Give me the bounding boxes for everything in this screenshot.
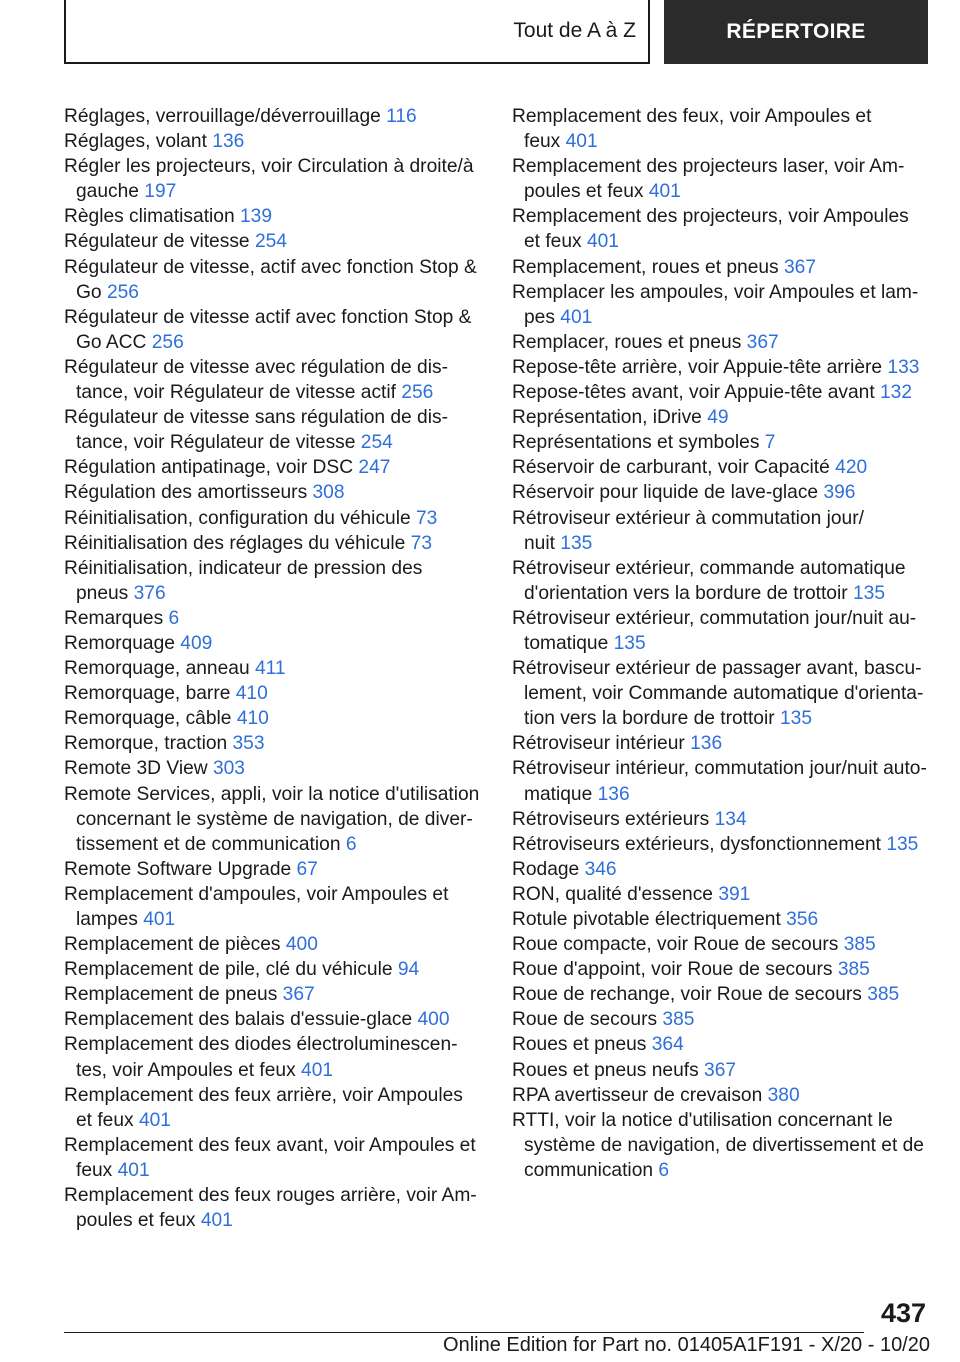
page-link[interactable]: 400 [417,1009,450,1031]
index-entry-text: tion vers la bordure de trottoir [524,708,775,730]
index-entry-text: Régulateur de vitesse [64,231,250,253]
page-link[interactable]: 6 [658,1159,670,1181]
page-link[interactable]: 401 [565,131,598,153]
index-entry-text: Rétroviseurs extérieurs [512,808,710,830]
index-entry [512,1032,928,1057]
index-entry [64,882,478,932]
tab-tout-de-a-a-z[interactable] [64,0,650,64]
index-entry [64,355,478,405]
page-link[interactable]: 6 [168,607,180,629]
page-link[interactable]: 367 [746,331,779,353]
page-link[interactable]: 401 [301,1059,334,1081]
index-entry-text: Règles climatisation [64,206,235,228]
page-link[interactable]: 256 [151,331,184,353]
page-link[interactable]: 247 [358,457,391,479]
index-entry [64,982,478,1007]
index-entry-text: Régulateur de vitesse, actif avec fonction Stop & [64,256,477,278]
index-entry [512,204,928,254]
index-entry [512,1108,928,1183]
page-link[interactable]: 385 [837,959,870,981]
page-link[interactable]: 136 [690,733,723,755]
index-entry-text: Remorquage [64,632,175,654]
index-entry-text: Réglages, volant [64,131,207,153]
page-link[interactable]: 133 [887,356,920,378]
page-link[interactable]: 396 [823,482,856,504]
page-link[interactable]: 136 [212,131,245,153]
index-entry-text: tance, voir Régulateur de vitesse actif [76,382,396,404]
page-link[interactable]: 401 [138,1109,171,1131]
index-entry [512,1058,928,1083]
index-entry-text: Remplacement des feux rouges arrière, voir Am- [64,1185,477,1207]
page-link[interactable]: 139 [239,206,272,228]
index-entry [64,1183,478,1233]
index-entry-text: RTTI, voir la notice d'utilisation concernant le [512,1109,893,1131]
page-link[interactable]: 116 [386,106,417,127]
index-entry-text: Régulateur de vitesse actif avec fonction Stop & [64,306,472,328]
page-link[interactable]: 73 [410,532,433,554]
index-entry-text: Rétroviseur extérieur à commutation jour/ [512,507,864,529]
page-link[interactable]: 197 [144,181,177,203]
index-entry-text: lement, voir Commande automatique d'orienta- [524,683,924,705]
index-entry-text: d'orientation vers la bordure de trottoir [524,582,848,604]
index-entry-text: Régulateur de vitesse avec régulation de dis- [64,356,448,378]
index-entry-text: tomatique [524,632,609,654]
index-entry-text: Réservoir pour liquide de lave-glace [512,482,819,504]
index-entry-text: Réinitialisation, configuration du véhicule [64,507,411,529]
page-link[interactable]: 73 [416,507,438,529]
page-link[interactable]: 367 [783,256,816,278]
page-link[interactable]: 256 [401,382,434,404]
index-entry [64,857,478,882]
index-entry-text: Roue de secours [512,1009,658,1031]
index-entry-text: tance, voir Régulateur de vitesse [76,432,356,454]
page-link[interactable]: 356 [786,909,819,930]
index-entry [64,782,478,857]
page-link[interactable]: 401 [143,909,176,930]
index-entry-text: Rétroviseur intérieur [512,733,685,755]
index-entry [64,556,478,606]
page-link[interactable]: 401 [200,1210,233,1232]
index-entry-text: Remote Software Upgrade [64,858,292,880]
index-entry-text: Roues et pneus neufs [512,1059,699,1081]
index-entry [512,104,928,154]
index-entry [64,1007,478,1032]
index-entry-text: Remplacer, roues et pneus [512,331,742,353]
index-entry-text: Régulation antipatinage, voir DSC [64,457,354,479]
index-entry-text: Remplacement des feux arrière, voir Ampoules [64,1084,463,1106]
page-link[interactable]: 410 [235,683,268,705]
page-link[interactable]: 385 [867,984,900,1006]
index-entry-text: Rétroviseurs extérieurs, dysfonctionnement [512,833,881,855]
index-entry-text: Rétroviseur extérieur, commutation jour/nuit au- [512,607,917,629]
index-entry-text: système de navigation, de divertissement et de [524,1134,924,1156]
footer-divider [64,1332,864,1333]
index-entry [512,982,928,1007]
index-entry [64,104,478,129]
index-entry [512,154,928,204]
page-link[interactable]: 94 [397,959,420,981]
index-entry [64,681,478,706]
tab-repertoire-label: RÉPERTOIRE [726,20,866,43]
index-entry-text: feux [524,131,561,153]
index-entry [64,154,478,204]
page-link[interactable]: 420 [835,457,868,479]
page-link[interactable]: 353 [232,733,265,755]
page-link[interactable]: 364 [651,1034,684,1056]
index-entry-text: gauche [76,181,139,203]
index-entry [512,756,928,806]
index-entry-text: Remplacement des projecteurs laser, voir Am- [512,156,905,178]
page-link[interactable]: 380 [767,1084,800,1106]
index-entry-text: concernant le système de navigation, de diver- [76,808,473,830]
index-entry-text: pneus [76,582,129,604]
index-entry [64,129,478,154]
index-entry-text: Remarques [64,607,164,629]
index-entry [512,330,928,355]
index-entry [64,1133,478,1183]
index-entry [64,204,478,229]
index-entry-text: Remplacement des feux avant, voir Ampoules et [64,1134,476,1156]
index-entry-text: Go ACC [76,331,147,353]
page-link[interactable]: 401 [586,231,619,253]
index-entry-text: Régulateur de vitesse sans régulation de dis- [64,407,448,429]
index-entry-text: Remorquage, barre [64,683,231,705]
index-entry [512,606,928,656]
index-entry [64,957,478,982]
index-entry-text: feux [76,1159,113,1181]
index-entry [64,455,478,480]
page-link[interactable]: 400 [285,934,318,956]
index-entry [512,355,928,380]
footer-edition-text: Online Edition for Part no. 01405A1F191 - X/20 - 10/20 [443,1334,930,1356]
index-entry-text: tes, voir Ampoules et feux [76,1059,296,1081]
index-entry [512,405,928,430]
page-link[interactable]: 254 [360,432,393,454]
index-entry [512,807,928,832]
index-entry [64,606,478,631]
index-entry [512,731,928,756]
index-entry-text: Remplacement de pile, clé du véhicule [64,959,393,981]
index-entry [64,506,478,531]
page-link[interactable]: 6 [345,833,357,855]
index-column-right [512,104,928,1183]
index-entry-text: Remplacement des projecteurs, voir Ampoules [512,206,909,228]
page-link[interactable]: 7 [764,432,776,454]
page-link[interactable]: 135 [886,833,919,855]
index-entry-text: Roue d'appoint, voir Roue de secours [512,959,833,981]
index-entry-text: Remorquage, anneau [64,658,250,680]
index-entry-text: Go [76,281,102,303]
page-link[interactable]: 134 [714,808,747,830]
page-link[interactable]: 367 [282,984,315,1006]
index-entry [64,1083,478,1133]
index-entry [64,731,478,756]
index-entry [512,430,928,455]
index-entry-text: Rodage [512,858,580,880]
index-entry [512,907,928,932]
index-entry-text: Réglages, verrouillage/déverrouillage [64,106,381,127]
header-tabs [64,0,928,64]
index-entry-text: Rétroviseur intérieur, commutation jour/nuit auto- [512,758,927,780]
index-entry-text: RON, qualité d'essence [512,883,713,905]
page-link[interactable]: 135 [779,708,812,730]
index-entry [512,832,928,857]
index-entry [64,531,478,556]
index-entry [512,280,928,330]
page-link[interactable]: 135 [560,532,593,554]
index-entry-text: Remorquage, câble [64,708,232,730]
index-entry [64,756,478,781]
index-entry-text: tissement et de communication [76,833,341,855]
index-entry [64,480,478,505]
index-entry-text: Rétroviseur extérieur de passager avant, bascu- [512,658,922,680]
page-link[interactable]: 256 [106,281,139,303]
page-link[interactable]: 401 [117,1159,150,1181]
index-entry-text: RPA avertisseur de crevaison [512,1084,763,1106]
index-entry [512,255,928,280]
page-number: 437 [880,1298,926,1328]
page-link[interactable]: 135 [852,582,885,604]
index-entry-text: Repose-têtes avant, voir Appuie-tête avant [512,382,875,404]
index-entry-text: lampes [76,909,138,930]
page-link[interactable]: 132 [880,382,913,404]
index-entry-text: Remplacement de pneus [64,984,278,1006]
index-entry-text: Rétroviseur extérieur, commande automatique [512,557,906,579]
index-entry-text: poules et feux [76,1210,196,1232]
index-entry [512,455,928,480]
index-entry [64,706,478,731]
index-entry-text: Réservoir de carburant, voir Capacité [512,457,830,479]
page-link[interactable]: 303 [212,758,245,780]
index-entry [512,380,928,405]
index-entry-text: poules et feux [524,181,644,203]
index-entry-text: matique [524,783,593,805]
index-entry-text: Remote 3D View [64,758,208,780]
index-entry [64,229,478,254]
index-entry-text: Remote Services, appli, voir la notice d'utilisation [64,783,480,805]
index-entry-text: communication [524,1159,654,1181]
page-link[interactable]: 308 [312,482,345,504]
page-link[interactable]: 401 [560,306,593,328]
page-link[interactable]: 49 [707,407,729,429]
index-entry [512,1083,928,1108]
index-entry-text: et feux [76,1109,134,1131]
page-link[interactable]: 136 [597,783,630,805]
page-link[interactable]: 401 [648,181,681,203]
index-entry-text: nuit [524,532,555,554]
page-link[interactable]: 367 [704,1059,737,1081]
index-entry-text: Réinitialisation, indicateur de pression des [64,557,423,579]
index-entry-text: Roues et pneus [512,1034,647,1056]
index-entry [512,1007,928,1032]
index-entry [64,255,478,305]
index-entry [64,656,478,681]
index-entry [512,480,928,505]
page-link[interactable]: 409 [180,632,213,654]
index-entry [512,857,928,882]
index-entry-text: Régler les projecteurs, voir Circulation à droite/à [64,156,474,178]
index-entry-text: et feux [524,231,582,253]
page-link[interactable]: 411 [254,658,286,680]
index-entry-text: Roue de rechange, voir Roue de secours [512,984,862,1006]
index-entry [512,932,928,957]
index-entry [64,932,478,957]
page-link[interactable]: 385 [843,934,876,956]
index-column-left [64,104,478,1233]
index-entry-text: Remplacement de pièces [64,934,281,956]
index-entry-text: Rotule pivotable électriquement [512,909,781,930]
index-entry [64,405,478,455]
page-link[interactable]: 67 [296,858,318,880]
page-link[interactable]: 254 [254,231,287,253]
index-entry [512,957,928,982]
index-entry [64,1032,478,1082]
page-link[interactable]: 376 [133,582,166,604]
index-entry-text: Réinitialisation des réglages du véhicule [64,532,406,554]
index-entry [512,556,928,606]
index-entry-text: Représentations et symboles [512,432,760,454]
index-entry-text: Remplacer les ampoules, voir Ampoules et lam- [512,281,919,303]
index-entry-text: Remplacement des balais d'essuie-glace [64,1009,413,1031]
index-entry [64,631,478,656]
index-entry [512,656,928,731]
page-link[interactable]: 135 [613,632,646,654]
index-entry-text: pes [524,306,555,328]
index-entry-text: Remplacement d'ampoules, voir Ampoules et [64,883,449,905]
index-entry-text: Représentation, iDrive [512,407,702,429]
index-entry [512,506,928,556]
page-link[interactable]: 391 [718,883,751,905]
index-entry [512,882,928,907]
tab-tout-de-a-a-z-label: Tout de A à Z [513,19,636,42]
index-entry-text: Repose-tête arrière, voir Appuie-tête arrière [512,356,883,378]
index-entry [64,305,478,355]
index-entry-text: Remplacement, roues et pneus [512,256,779,278]
index-entry-text: Régulation des amortisseurs [64,482,308,504]
page-link[interactable]: 385 [662,1009,695,1031]
index-entry-text: Remplacement des diodes électroluminescen- [64,1034,458,1056]
tab-repertoire[interactable] [664,0,928,64]
index-entry-text: Roue compacte, voir Roue de secours [512,934,839,956]
index-entry-text: Remorque, traction [64,733,228,755]
index-entry-text: Remplacement des feux, voir Ampoules et [512,106,872,127]
page-link[interactable]: 346 [584,858,617,880]
page-link[interactable]: 410 [236,708,269,730]
